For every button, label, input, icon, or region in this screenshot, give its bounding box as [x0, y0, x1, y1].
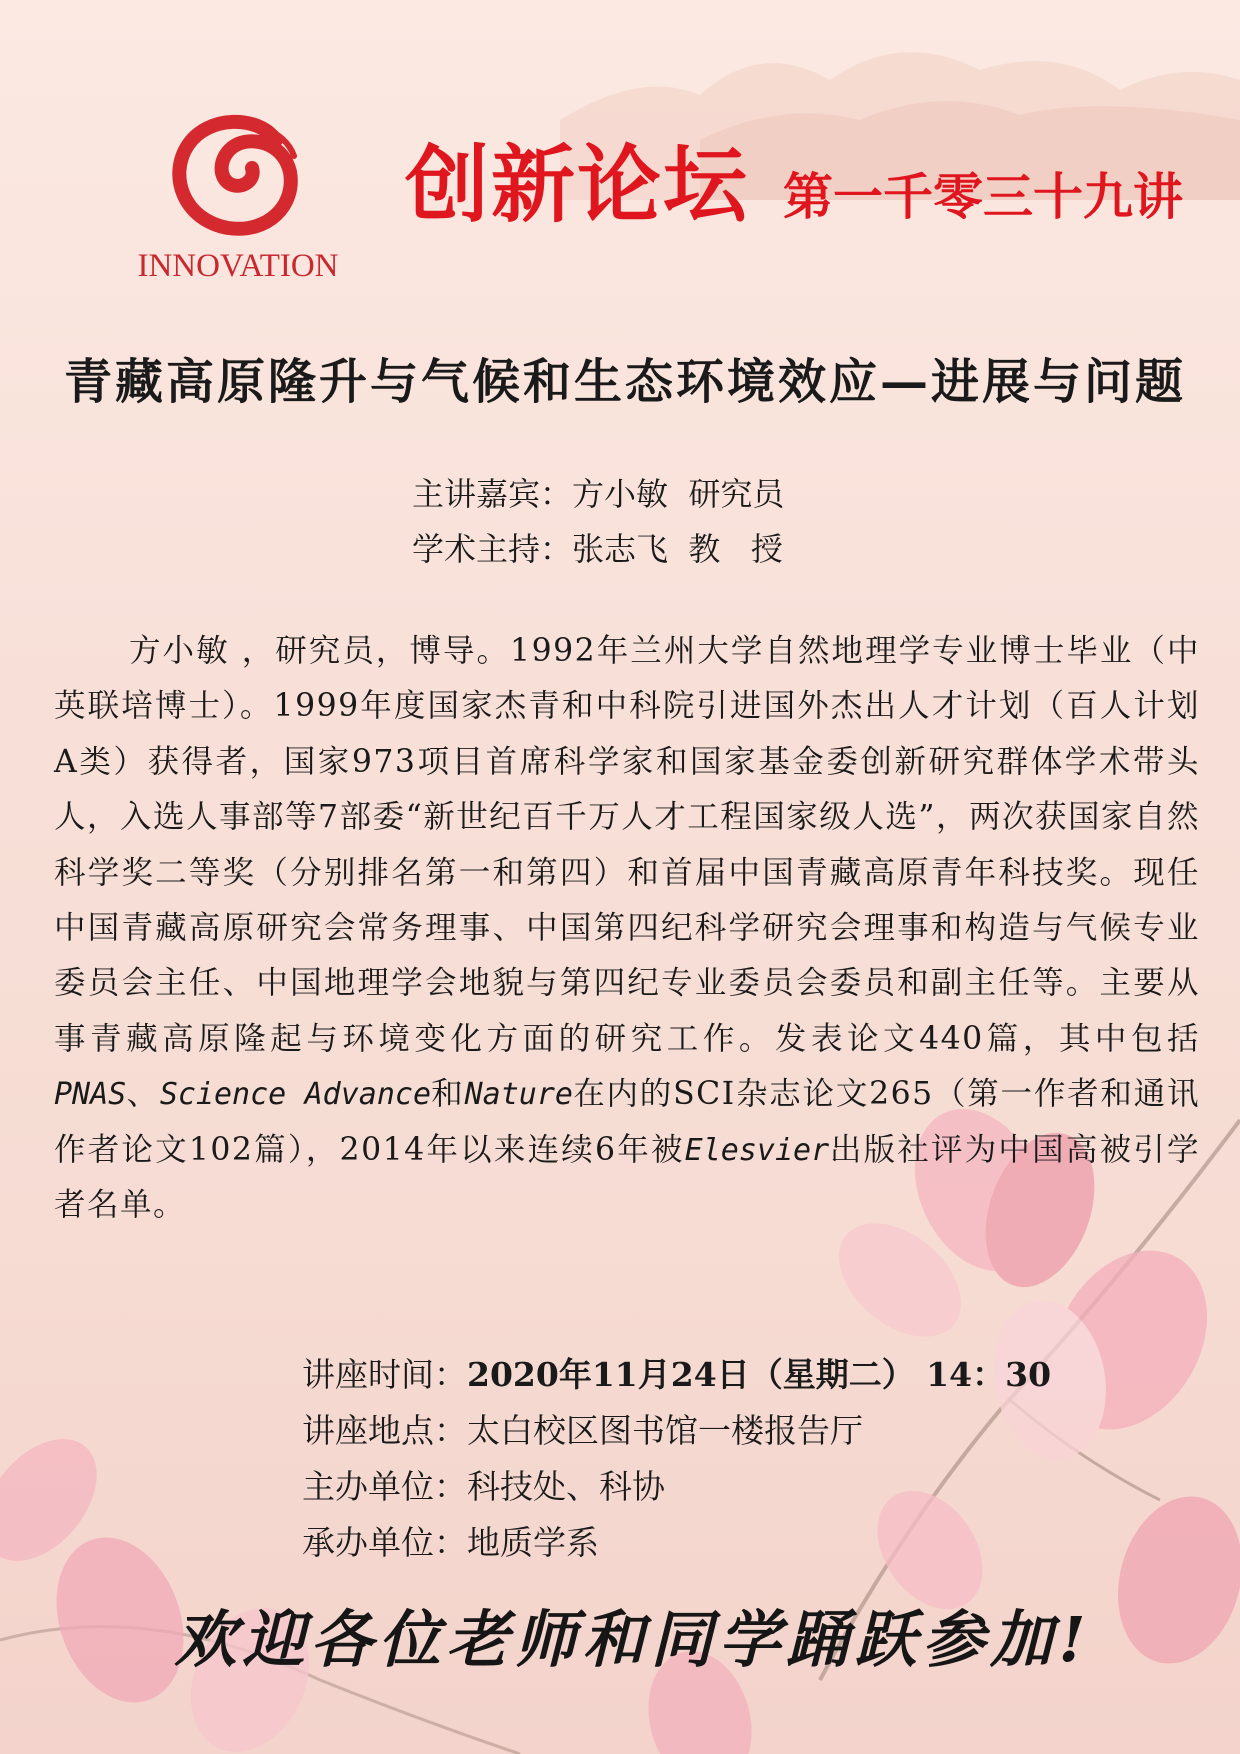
- info-undertaker: [302, 1515, 1051, 1571]
- place-value: 太白校区图书馆一楼报告厅: [467, 1411, 863, 1450]
- undertaker-value: 地质学系: [467, 1523, 599, 1562]
- info-place: [302, 1403, 1051, 1459]
- journal-nature: Nature: [464, 1077, 573, 1113]
- journal-pnas: PNAS: [54, 1077, 127, 1113]
- info-organizer: [302, 1459, 1051, 1515]
- bio-text-3: 出版社评为中国高被引学者名单。: [54, 1131, 1200, 1224]
- bio-text-1: 方小敏 ，研究员，博导。1992年兰州大学自然地理学专业博士毕业（中英联培博士）。1999年度国家杰青和中科院引进国外杰出人才计划（百人计划A类）获得者，国家973项目首席科学家和国家基金委创新研究群体学术带头人，入选人事部等7部委“新世纪百千万人才工程国家级人选”，两次获国家自然科学奖二等奖（分别排名第一和第四）和首届中国青藏高原青年科技奖。现任中国青藏高原研究会常务理事、中国第四纪科学研究会理事和构造与气候专业委员会主任、中国地理学会地貌与第四纪专业委员会委员和副主任等。主要从事青藏高原隆起与环境变化方面的研究工作。发表论文440篇，其中包括: [54, 633, 1200, 1057]
- journal-science-advance: Science Advance: [159, 1077, 432, 1113]
- bio-text-2: 在内的SCI杂志论文265（第一作者和通讯作者论文102篇），2014年以来连续6年被: [54, 1076, 1200, 1168]
- host-label: 学术主持：: [412, 530, 573, 568]
- host-name: 张志飞 教 授: [572, 530, 783, 568]
- lecture-info: [302, 1347, 1051, 1571]
- time-label: 讲座时间：: [302, 1355, 467, 1394]
- lecture-number: 第一千零三十九讲: [783, 168, 1183, 226]
- bio-sep: 、: [126, 1076, 160, 1113]
- talk-title: 青藏高原隆升与气候和生态环境效应—进展与问题: [63, 354, 1186, 410]
- time-value: 2020年11月24日（星期二） 14：30: [467, 1355, 1052, 1394]
- organizer-label: 主办单位：: [302, 1467, 467, 1506]
- welcome-slogan: 欢迎各位老师和同学踊跃参加!: [174, 1603, 1092, 1676]
- speaker-label: 主讲嘉宾：: [412, 475, 573, 513]
- speaker-host-block: [412, 467, 784, 577]
- speaker-name: 方小敏 研究员: [572, 475, 785, 513]
- info-time: [302, 1347, 1051, 1403]
- swirl-logo-icon: [158, 110, 308, 240]
- place-label: 讲座地点：: [302, 1411, 467, 1450]
- speaker-bio: [54, 624, 1200, 1233]
- undertaker-label: 承办单位：: [302, 1523, 467, 1562]
- organizer-value: 科技处、科协: [467, 1467, 665, 1506]
- logo-text: INNOVATION: [137, 248, 339, 284]
- forum-title: 创新论坛: [405, 136, 750, 234]
- publisher-elsevier: Elesvier: [684, 1132, 830, 1168]
- bio-and: 和: [431, 1076, 465, 1113]
- innovation-logo: [118, 110, 358, 290]
